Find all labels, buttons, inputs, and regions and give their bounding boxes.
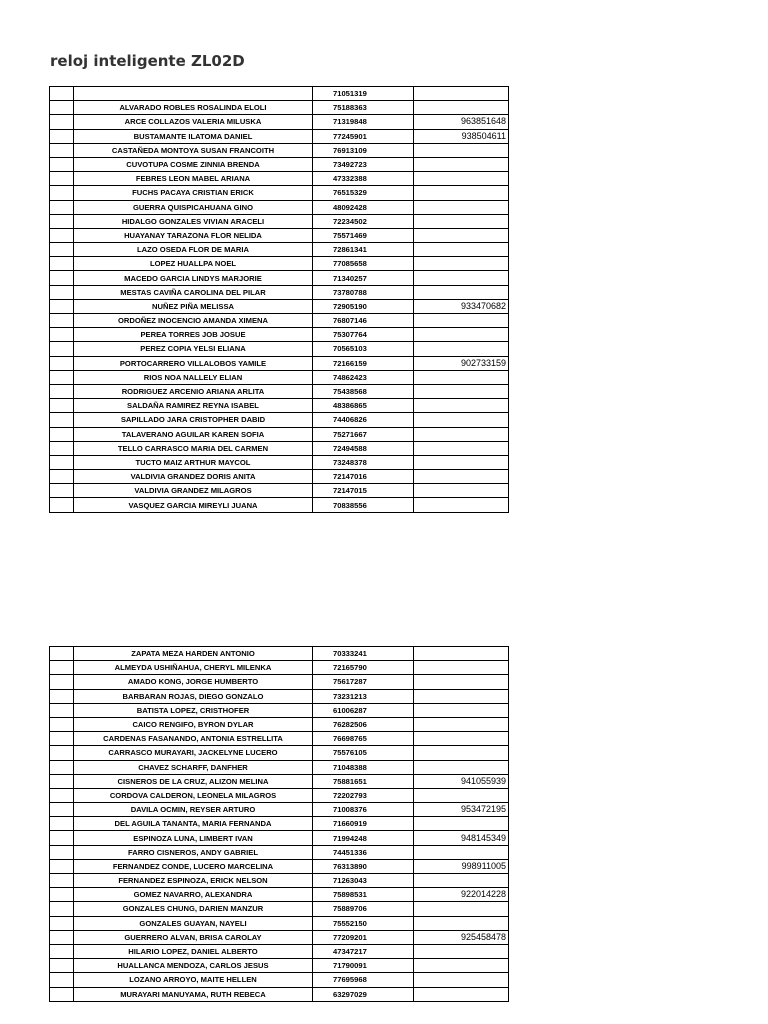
table-row <box>50 101 509 115</box>
row-index-cell <box>50 831 74 845</box>
row-index-cell <box>50 314 74 328</box>
row-index-cell <box>50 87 74 101</box>
table-row <box>50 930 509 944</box>
phone-cell <box>414 413 509 427</box>
phone-cell <box>414 399 509 413</box>
row-index-cell <box>50 859 74 873</box>
student-name-cell: BUSTAMANTE ILATOMA DANIEL <box>74 129 313 143</box>
student-id-cell: 72494588 <box>313 441 414 455</box>
table-row <box>50 87 509 101</box>
phone-cell <box>414 944 509 958</box>
phone-cell: 953472195 <box>414 803 509 817</box>
student-name-cell: FARRO CISNEROS, ANDY GABRIEL <box>74 845 313 859</box>
table-row <box>50 413 509 427</box>
table-row <box>50 257 509 271</box>
student-name-cell: PEREZ COPIA YELSI ELIANA <box>74 342 313 356</box>
student-name-cell: CUVOTUPA COSME ZINNIA BRENDA <box>74 157 313 171</box>
row-index-cell <box>50 888 74 902</box>
student-name-cell: HILARIO LOPEZ, DANIEL ALBERTO <box>74 944 313 958</box>
phone-cell <box>414 498 509 512</box>
student-id-cell: 71048388 <box>313 760 414 774</box>
phone-cell: 922014228 <box>414 888 509 902</box>
phone-cell <box>414 717 509 731</box>
table-row <box>50 384 509 398</box>
table-row <box>50 370 509 384</box>
row-index-cell <box>50 299 74 313</box>
table-row <box>50 774 509 788</box>
phone-cell <box>414 157 509 171</box>
row-index-cell <box>50 661 74 675</box>
phone-cell <box>414 455 509 469</box>
student-name-cell: CISNEROS DE LA CRUZ, ALIZON MELINA <box>74 774 313 788</box>
student-name-cell: LOPEZ HUALLPA NOEL <box>74 257 313 271</box>
table-row <box>50 845 509 859</box>
table-row <box>50 717 509 731</box>
student-name-cell: FERNANDEZ CONDE, LUCERO MARCELINA <box>74 859 313 873</box>
row-index-cell <box>50 356 74 370</box>
phone-cell <box>414 314 509 328</box>
phone-cell <box>414 101 509 115</box>
row-index-cell <box>50 732 74 746</box>
student-name-cell: GONZALES CHUNG, DARIEN MANZUR <box>74 902 313 916</box>
student-id-cell: 74406826 <box>313 413 414 427</box>
table-row <box>50 689 509 703</box>
phone-cell: 938504611 <box>414 129 509 143</box>
student-name-cell: CHAVEZ SCHARFF, DANFHER <box>74 760 313 774</box>
student-name-cell: LAZO OSEDA FLOR DE MARIA <box>74 243 313 257</box>
phone-cell <box>414 228 509 242</box>
student-id-cell: 76282506 <box>313 717 414 731</box>
row-index-cell <box>50 874 74 888</box>
row-index-cell <box>50 214 74 228</box>
student-name-cell: ZAPATA MEZA HARDEN ANTONIO <box>74 647 313 661</box>
phone-cell <box>414 271 509 285</box>
student-name-cell: MACEDO GARCIA LINDYS MARJORIE <box>74 271 313 285</box>
student-id-cell: 71660919 <box>313 817 414 831</box>
row-index-cell <box>50 470 74 484</box>
row-index-cell <box>50 902 74 916</box>
student-id-cell: 75881651 <box>313 774 414 788</box>
phone-cell <box>414 817 509 831</box>
student-name-cell: HUALLANCA MENDOZA, CARLOS JESUS <box>74 959 313 973</box>
table-row <box>50 732 509 746</box>
table-row <box>50 314 509 328</box>
table-row <box>50 647 509 661</box>
student-name-cell: VALDIVIA GRANDEZ DORIS ANITA <box>74 470 313 484</box>
phone-cell <box>414 427 509 441</box>
student-name-cell: FERNANDEZ ESPINOZA, ERICK NELSON <box>74 874 313 888</box>
table-row <box>50 143 509 157</box>
student-name-cell: ALMEYDA USHIÑAHUA, CHERYL MILENKA <box>74 661 313 675</box>
table-row <box>50 973 509 987</box>
student-id-cell: 75571469 <box>313 228 414 242</box>
student-id-cell: 75552150 <box>313 916 414 930</box>
student-name-cell: DEL AGUILA TANANTA, MARIA FERNANDA <box>74 817 313 831</box>
phone-cell <box>414 87 509 101</box>
row-index-cell <box>50 845 74 859</box>
student-id-cell: 63297029 <box>313 987 414 1001</box>
row-index-cell <box>50 384 74 398</box>
student-id-cell: 73231213 <box>313 689 414 703</box>
student-id-cell: 73248378 <box>313 455 414 469</box>
student-id-cell: 74862423 <box>313 370 414 384</box>
phone-cell <box>414 902 509 916</box>
table-row <box>50 803 509 817</box>
table-row <box>50 817 509 831</box>
student-name-cell: FEBRES LEON MABEL ARIANA <box>74 172 313 186</box>
student-id-cell: 71319848 <box>313 115 414 129</box>
student-id-cell: 76515329 <box>313 186 414 200</box>
student-name-cell: GONZALES GUAYAN, NAYELI <box>74 916 313 930</box>
phone-cell <box>414 973 509 987</box>
student-table-2 <box>49 646 509 1002</box>
row-index-cell <box>50 788 74 802</box>
row-index-cell <box>50 760 74 774</box>
row-index-cell <box>50 484 74 498</box>
student-id-cell: 72147016 <box>313 470 414 484</box>
student-name-cell: MURAYARI MANUYAMA, RUTH REBECA <box>74 987 313 1001</box>
table-row <box>50 243 509 257</box>
table-row <box>50 788 509 802</box>
row-index-cell <box>50 157 74 171</box>
row-index-cell <box>50 186 74 200</box>
row-index-cell <box>50 370 74 384</box>
row-index-cell <box>50 228 74 242</box>
row-index-cell <box>50 498 74 512</box>
student-name-cell: ORDOÑEZ INOCENCIO AMANDA XIMENA <box>74 314 313 328</box>
student-name-cell: BATISTA LOPEZ, CRISTHOFER <box>74 703 313 717</box>
student-id-cell: 72166159 <box>313 356 414 370</box>
phone-cell <box>414 746 509 760</box>
student-name-cell: CASTAÑEDA MONTOYA SUSAN FRANCOITH <box>74 143 313 157</box>
table-row <box>50 328 509 342</box>
row-index-cell <box>50 703 74 717</box>
student-name-cell: ESPINOZA LUNA, LIMBERT IVAN <box>74 831 313 845</box>
student-name-cell: ARCE COLLAZOS VALERIA MILUSKA <box>74 115 313 129</box>
student-id-cell: 71008376 <box>313 803 414 817</box>
table-row <box>50 285 509 299</box>
student-id-cell: 75898531 <box>313 888 414 902</box>
student-name-cell: MESTAS CAVIÑA CAROLINA DEL PILAR <box>74 285 313 299</box>
phone-cell <box>414 874 509 888</box>
table-row <box>50 115 509 129</box>
student-id-cell: 76913109 <box>313 143 414 157</box>
row-index-cell <box>50 441 74 455</box>
student-name-cell: SALDAÑA RAMIREZ REYNA ISABEL <box>74 399 313 413</box>
table-row <box>50 157 509 171</box>
phone-cell <box>414 484 509 498</box>
table-row <box>50 987 509 1001</box>
student-id-cell: 77209201 <box>313 930 414 944</box>
row-index-cell <box>50 427 74 441</box>
student-id-cell: 75188363 <box>313 101 414 115</box>
student-id-cell: 71263043 <box>313 874 414 888</box>
student-id-cell: 77085658 <box>313 257 414 271</box>
student-id-cell: 75576105 <box>313 746 414 760</box>
phone-cell: 925458478 <box>414 930 509 944</box>
phone-cell <box>414 760 509 774</box>
student-id-cell: 75438568 <box>313 384 414 398</box>
student-id-cell: 75617287 <box>313 675 414 689</box>
table-row <box>50 703 509 717</box>
table-row <box>50 959 509 973</box>
phone-cell <box>414 959 509 973</box>
student-id-cell: 71051319 <box>313 87 414 101</box>
row-index-cell <box>50 817 74 831</box>
student-name-cell: AMADO KONG, JORGE HUMBERTO <box>74 675 313 689</box>
phone-cell: 998911005 <box>414 859 509 873</box>
table-row <box>50 470 509 484</box>
phone-cell <box>414 845 509 859</box>
table-row <box>50 271 509 285</box>
student-name-cell: CORDOVA CALDERON, LEONELA MILAGROS <box>74 788 313 802</box>
student-id-cell: 75271667 <box>313 427 414 441</box>
student-name-cell: CARRASCO MURAYARI, JACKELYNE LUCERO <box>74 746 313 760</box>
student-id-cell: 48386865 <box>313 399 414 413</box>
row-index-cell <box>50 285 74 299</box>
table-row <box>50 172 509 186</box>
row-index-cell <box>50 101 74 115</box>
row-index-cell <box>50 647 74 661</box>
table-row <box>50 902 509 916</box>
row-index-cell <box>50 973 74 987</box>
phone-cell <box>414 172 509 186</box>
student-id-cell: 77695968 <box>313 973 414 987</box>
student-id-cell: 72165790 <box>313 661 414 675</box>
row-index-cell <box>50 944 74 958</box>
table-row <box>50 228 509 242</box>
student-id-cell: 72861341 <box>313 243 414 257</box>
row-index-cell <box>50 143 74 157</box>
student-id-cell: 61006287 <box>313 703 414 717</box>
student-name-cell: ALVARADO ROBLES ROSALINDA ELOLI <box>74 101 313 115</box>
student-name-cell: PORTOCARRERO VILLALOBOS YAMILE <box>74 356 313 370</box>
row-index-cell <box>50 987 74 1001</box>
student-id-cell: 77245901 <box>313 129 414 143</box>
row-index-cell <box>50 342 74 356</box>
phone-cell <box>414 675 509 689</box>
phone-cell: 902733159 <box>414 356 509 370</box>
student-name-cell: RODRIGUEZ ARCENIO ARIANA ARLITA <box>74 384 313 398</box>
row-index-cell <box>50 413 74 427</box>
row-index-cell <box>50 243 74 257</box>
student-name-cell: FUCHS PACAYA CRISTIAN ERICK <box>74 186 313 200</box>
student-id-cell: 76698765 <box>313 732 414 746</box>
student-id-cell: 76313890 <box>313 859 414 873</box>
phone-cell <box>414 370 509 384</box>
student-name-cell: GOMEZ NAVARRO, ALEXANDRA <box>74 888 313 902</box>
table-row <box>50 427 509 441</box>
student-id-cell: 73780788 <box>313 285 414 299</box>
student-name-cell: DAVILA OCMIN, REYSER ARTURO <box>74 803 313 817</box>
student-name-cell: LOZANO ARROYO, MAITE HELLEN <box>74 973 313 987</box>
table-row <box>50 441 509 455</box>
table-row <box>50 746 509 760</box>
row-index-cell <box>50 328 74 342</box>
student-name-cell: RIOS NOA NALLELY ELIAN <box>74 370 313 384</box>
phone-cell <box>414 384 509 398</box>
student-name-cell: HIDALGO GONZALES VIVIAN ARACELI <box>74 214 313 228</box>
student-id-cell: 47347217 <box>313 944 414 958</box>
document-title: reloj inteligente ZL02D <box>50 52 245 70</box>
table-row <box>50 399 509 413</box>
table-row <box>50 498 509 512</box>
student-name-cell: GUERRERO ALVAN, BRISA CAROLAY <box>74 930 313 944</box>
phone-cell <box>414 703 509 717</box>
student-id-cell: 72905190 <box>313 299 414 313</box>
student-name-cell: HUAYANAY TARAZONA FLOR NELIDA <box>74 228 313 242</box>
table-row <box>50 916 509 930</box>
student-name-cell: BARBARAN ROJAS, DIEGO GONZALO <box>74 689 313 703</box>
student-id-cell: 70838556 <box>313 498 414 512</box>
phone-cell <box>414 916 509 930</box>
student-table-1 <box>49 86 509 513</box>
student-name-cell <box>74 87 313 101</box>
phone-cell <box>414 987 509 1001</box>
student-name-cell: NUÑEZ PIÑA MELISSA <box>74 299 313 313</box>
student-name-cell: CARDENAS FASANANDO, ANTONIA ESTRELLITA <box>74 732 313 746</box>
phone-cell: 963851648 <box>414 115 509 129</box>
table-row <box>50 299 509 313</box>
student-id-cell: 74451336 <box>313 845 414 859</box>
student-id-cell: 47332388 <box>313 172 414 186</box>
table-row <box>50 859 509 873</box>
student-name-cell: TUCTO MAIZ ARTHUR MAYCOL <box>74 455 313 469</box>
phone-cell: 948145349 <box>414 831 509 845</box>
student-name-cell: SAPILLADO JARA CRISTOPHER DABID <box>74 413 313 427</box>
row-index-cell <box>50 916 74 930</box>
row-index-cell <box>50 172 74 186</box>
row-index-cell <box>50 675 74 689</box>
student-id-cell: 70565103 <box>313 342 414 356</box>
phone-cell: 933470682 <box>414 299 509 313</box>
student-name-cell: VASQUEZ GARCIA MIREYLI JUANA <box>74 498 313 512</box>
student-id-cell: 75307764 <box>313 328 414 342</box>
table-row <box>50 661 509 675</box>
phone-cell <box>414 214 509 228</box>
table-row <box>50 200 509 214</box>
student-id-cell: 75889706 <box>313 902 414 916</box>
student-name-cell: TELLO CARRASCO MARIA DEL CARMEN <box>74 441 313 455</box>
student-id-cell: 73492723 <box>313 157 414 171</box>
row-index-cell <box>50 257 74 271</box>
phone-cell <box>414 257 509 271</box>
phone-cell <box>414 470 509 484</box>
table-row <box>50 356 509 370</box>
table-row <box>50 484 509 498</box>
phone-cell <box>414 285 509 299</box>
row-index-cell <box>50 717 74 731</box>
phone-cell <box>414 647 509 661</box>
phone-cell <box>414 186 509 200</box>
student-id-cell: 76807146 <box>313 314 414 328</box>
phone-cell <box>414 243 509 257</box>
table-row <box>50 760 509 774</box>
student-id-cell: 71340257 <box>313 271 414 285</box>
student-name-cell: VALDIVIA GRANDEZ MILAGROS <box>74 484 313 498</box>
row-index-cell <box>50 399 74 413</box>
table-row <box>50 888 509 902</box>
row-index-cell <box>50 746 74 760</box>
phone-cell <box>414 328 509 342</box>
row-index-cell <box>50 689 74 703</box>
student-id-cell: 72234502 <box>313 214 414 228</box>
phone-cell <box>414 689 509 703</box>
row-index-cell <box>50 803 74 817</box>
student-id-cell: 71790091 <box>313 959 414 973</box>
row-index-cell <box>50 455 74 469</box>
student-id-cell: 72202793 <box>313 788 414 802</box>
student-id-cell: 70333241 <box>313 647 414 661</box>
table-row <box>50 214 509 228</box>
phone-cell <box>414 200 509 214</box>
phone-cell <box>414 342 509 356</box>
student-id-cell: 71994248 <box>313 831 414 845</box>
phone-cell <box>414 441 509 455</box>
table-row <box>50 675 509 689</box>
student-id-cell: 48092428 <box>313 200 414 214</box>
phone-cell <box>414 143 509 157</box>
row-index-cell <box>50 271 74 285</box>
student-id-cell: 72147015 <box>313 484 414 498</box>
student-name-cell: TALAVERANO AGUILAR KAREN SOFIA <box>74 427 313 441</box>
row-index-cell <box>50 115 74 129</box>
table-row <box>50 831 509 845</box>
row-index-cell <box>50 200 74 214</box>
table-row <box>50 455 509 469</box>
row-index-cell <box>50 930 74 944</box>
row-index-cell <box>50 774 74 788</box>
table-row <box>50 342 509 356</box>
phone-cell <box>414 732 509 746</box>
table-row <box>50 874 509 888</box>
table-row <box>50 129 509 143</box>
table-row <box>50 944 509 958</box>
phone-cell <box>414 788 509 802</box>
student-name-cell: PEREA TORRES JOB JOSUE <box>74 328 313 342</box>
row-index-cell <box>50 129 74 143</box>
table-row <box>50 186 509 200</box>
phone-cell <box>414 661 509 675</box>
student-name-cell: CAICO RENGIFO, BYRON DYLAR <box>74 717 313 731</box>
phone-cell: 941055939 <box>414 774 509 788</box>
row-index-cell <box>50 959 74 973</box>
student-name-cell: GUERRA QUISPICAHUANA GINO <box>74 200 313 214</box>
